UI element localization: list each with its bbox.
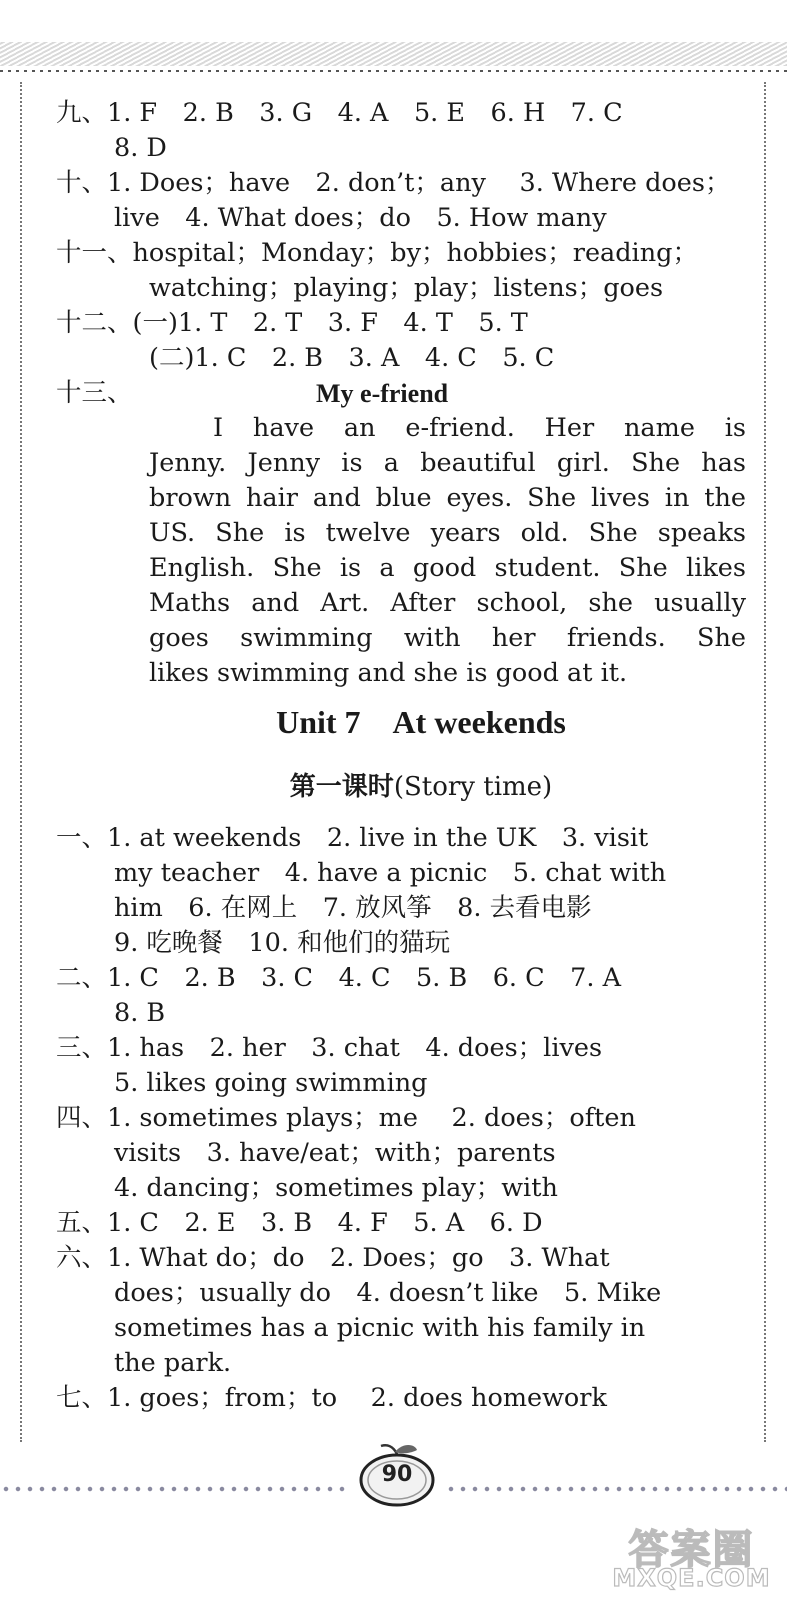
essay-label: 十三、: [56, 378, 133, 408]
watermark-url: MXQE.COM: [612, 1564, 771, 1592]
answer-line: him 6. 在网上 7. 放风筝 8. 去看电影: [114, 893, 592, 923]
answer-line: 9. 吃晚餐 10. 和他们的猫玩: [114, 928, 451, 958]
lesson-title-en: (Story time): [393, 772, 553, 802]
answer-line: 九、1. F 2. B 3. G 4. A 5. E 6. H 7. C: [56, 98, 623, 128]
left-margin-rule: [20, 82, 22, 1442]
answer-line: (二)1. C 2. B 3. A 4. C 5. C: [149, 343, 555, 373]
essay-line: English. She is a good student. She likes: [149, 553, 746, 583]
answer-line: 十一、hospital；Monday；by；hobbies；reading；: [56, 238, 698, 268]
essay-line: Maths and Art. After school, she usually: [149, 588, 746, 618]
answer-line: the park.: [114, 1348, 232, 1378]
lesson-title: [96, 753, 746, 821]
essay-line: US. She is twelve years old. She speaks: [149, 518, 746, 548]
answer-content: [56, 96, 746, 1416]
page-number-badge: [357, 1440, 437, 1510]
answer-line: live 4. What does；do 5. How many: [114, 203, 607, 233]
answer-line: watching；playing；play；listens；goes: [149, 273, 664, 303]
unit-title: Unit 7 At weekends: [276, 704, 566, 740]
top-decorative-border: [0, 42, 787, 66]
page-number: 90: [381, 1462, 413, 1487]
answer-line: 二、1. C 2. B 3. C 4. C 5. B 6. C 7. A: [56, 963, 621, 993]
answer-line: 十、1. Does；have 2. don’t；any 3. Where does；: [56, 168, 731, 198]
dotted-line-left: [0, 1484, 345, 1494]
essay-heading-line: [56, 376, 746, 411]
answer-line: 五、1. C 2. E 3. B 4. F 5. A 6. D: [56, 1208, 543, 1238]
answer-line: sometimes has a picnic with his family in: [114, 1313, 646, 1343]
essay-line: goes swimming with her friends. She: [149, 623, 746, 653]
answer-line: 三、1. has 2. her 3. chat 4. does；lives: [56, 1033, 603, 1063]
answer-line: my teacher 4. have a picnic 5. chat with: [114, 858, 667, 888]
answer-line: 六、1. What do；do 2. Does；go 3. What: [56, 1243, 610, 1273]
answer-line: 5. likes going swimming: [114, 1068, 428, 1098]
answer-line: 七、1. goes；from；to 2. does homework: [56, 1383, 607, 1413]
answer-line: 8. D: [114, 133, 167, 163]
answer-line: visits 3. have/eat；with；parents: [114, 1138, 556, 1168]
essay-line: brown hair and blue eyes. She lives in the: [149, 483, 746, 513]
essay-line: I have an e-friend. Her name is: [213, 413, 746, 443]
site-watermark: [604, 1518, 779, 1598]
essay-title: My e-friend: [316, 379, 449, 408]
answer-line: 四、1. sometimes plays；me 2. does；often: [56, 1103, 636, 1133]
answer-line: 一、1. at weekends 2. live in the UK 3. visit: [56, 823, 649, 853]
lesson-title-cn: 第一课时: [289, 772, 394, 802]
dotted-line-right: [445, 1484, 787, 1494]
essay-line: Jenny. Jenny is a beautiful girl. She has: [149, 448, 746, 478]
answer-line: 十二、(一)1. T 2. T 3. F 4. T 5. T: [56, 308, 528, 338]
essay-line: likes swimming and she is good at it.: [149, 658, 628, 688]
answer-line: 4. dancing；sometimes play；with: [114, 1173, 558, 1203]
answer-line: does；usually do 4. doesn’t like 5. Mike: [114, 1278, 662, 1308]
watermark-cn: 答案圈: [628, 1527, 755, 1573]
answer-line: 8. B: [114, 998, 166, 1028]
right-margin-rule: [764, 82, 766, 1442]
